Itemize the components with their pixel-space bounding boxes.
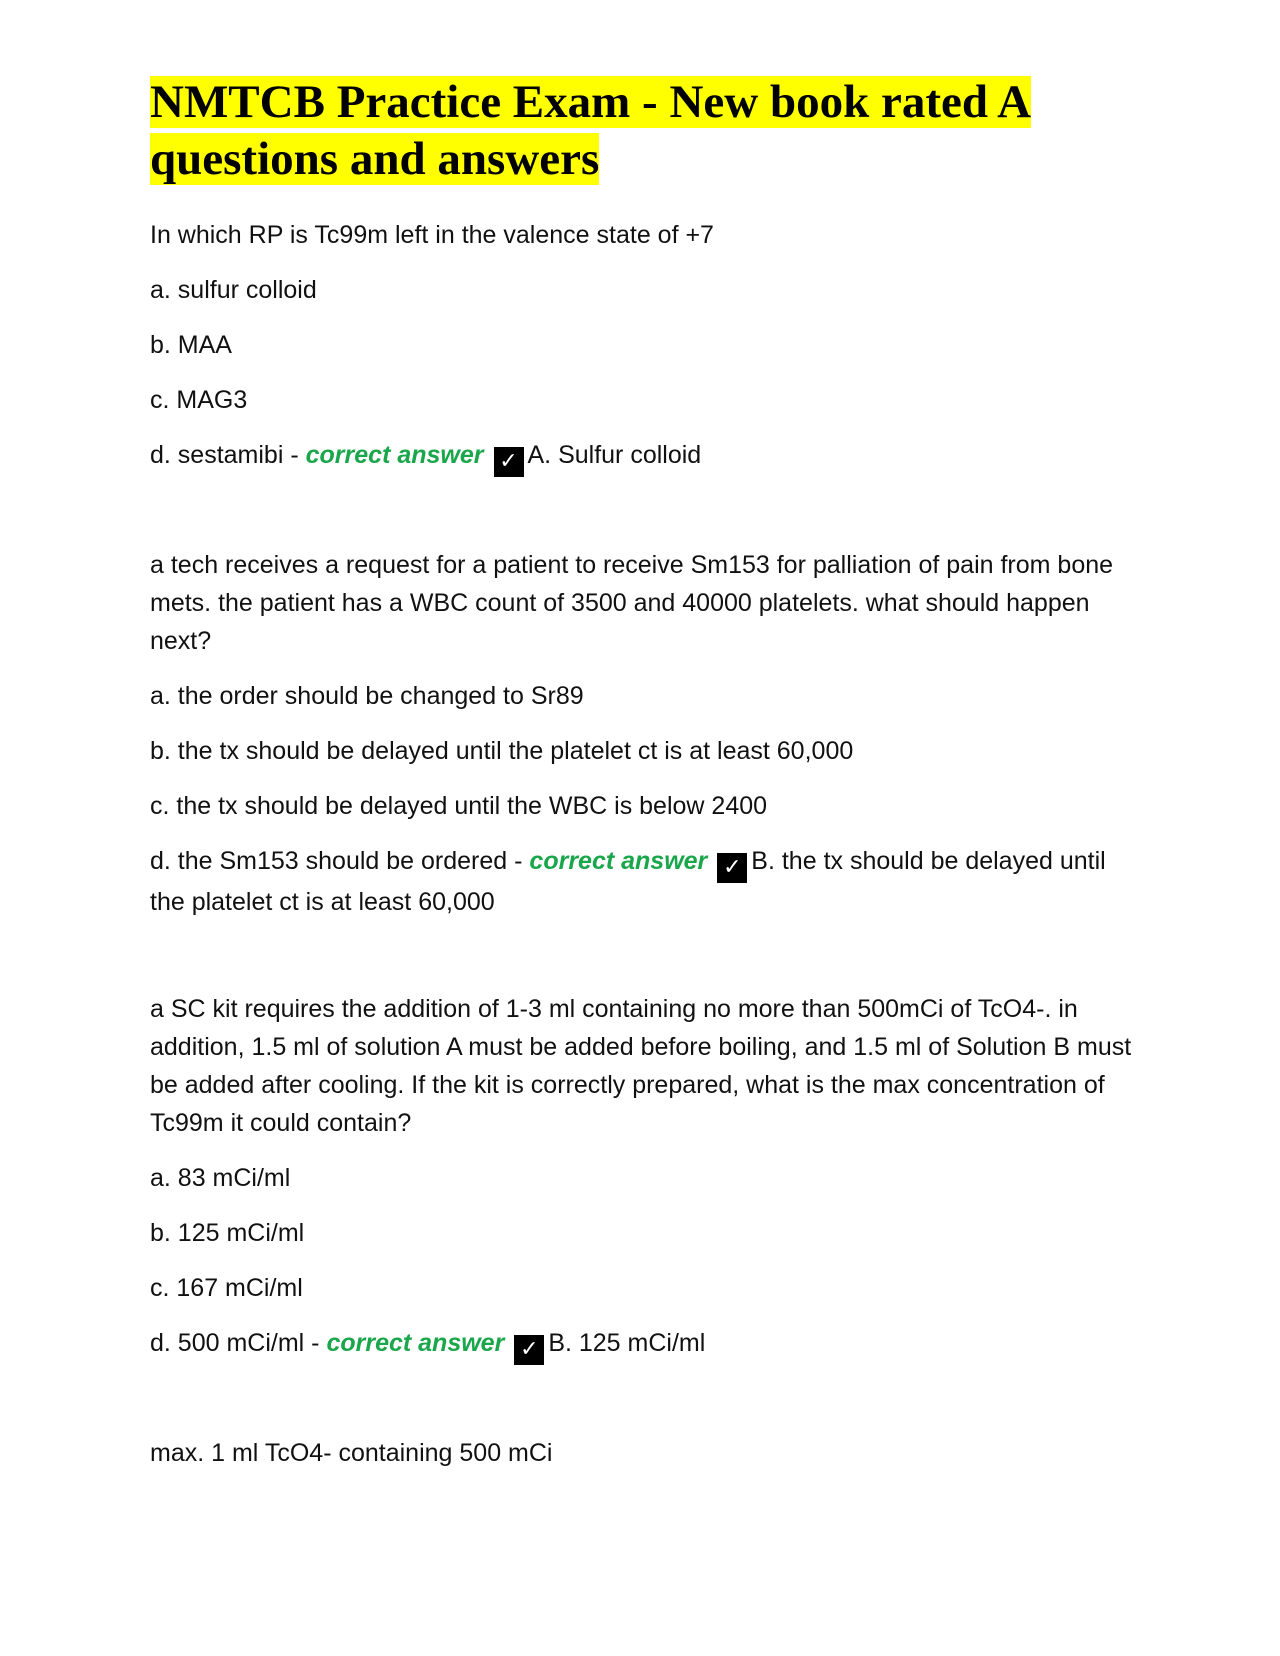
- option-d: d. the Sm153 should be ordered -: [150, 847, 523, 875]
- option-b: b. MAA: [150, 331, 232, 359]
- option-c: c. 167 mCi/ml: [150, 1274, 303, 1302]
- question-stem: In which RP is Tc99m left in the valence state of +7: [150, 221, 714, 249]
- title-line-1: NMTCB Practice Exam - New book rated A: [150, 76, 1032, 128]
- option-d: d. 500 mCi/ml -: [150, 1329, 320, 1357]
- option-d-with-answer: [150, 436, 1140, 477]
- option-a: a. the order should be changed to Sr89: [150, 682, 584, 710]
- correct-answer-label: correct answer: [305, 441, 484, 469]
- checkmark-icon: ✓: [717, 853, 747, 883]
- option-d-with-answer: [150, 842, 1140, 921]
- question-block: [150, 990, 1140, 1472]
- page-title: [150, 74, 1150, 188]
- correct-answer-label: correct answer: [326, 1329, 505, 1357]
- option-a: a. 83 mCi/ml: [150, 1164, 291, 1192]
- option-d-with-answer: [150, 1324, 1140, 1365]
- option-c: c. the tx should be delayed until the WBC is below 2400: [150, 792, 768, 820]
- answer-explanation: max. 1 ml TcO4- containing 500 mCi: [150, 1439, 553, 1467]
- question-stem: a tech receives a request for a patient to receive Sm153 for palliation of pain from bone mets. the patient has a WBC count of 3500 and 40000 platelets. what should happen next?: [150, 551, 1114, 655]
- option-b: b. 125 mCi/ml: [150, 1219, 305, 1247]
- checkmark-icon: ✓: [494, 447, 524, 477]
- answer-text: B. 125 mCi/ml: [548, 1329, 706, 1357]
- option-b: b. the tx should be delayed until the platelet ct is at least 60,000: [150, 737, 854, 765]
- question-block: [150, 546, 1140, 921]
- correct-answer-label: correct answer: [529, 847, 708, 875]
- question-block: [150, 216, 1140, 477]
- answer-text: B. the tx should be delayed until the platelet ct is at least 60,000: [150, 847, 1106, 916]
- checkmark-icon: ✓: [514, 1335, 544, 1365]
- option-d: d. sestamibi -: [150, 441, 299, 469]
- question-list: [150, 216, 1140, 1489]
- option-c: c. MAG3: [150, 386, 248, 414]
- question-stem: a SC kit requires the addition of 1-3 ml containing no more than 500mCi of TcO4-. in addition, 1.5 ml of solution A must be added before boiling, and 1.5 ml of Solution B must be added after cooling. If the kit is correctly prepared, what is the max concentration of Tc99m it could contain?: [150, 995, 1132, 1137]
- option-a: a. sulfur colloid: [150, 276, 317, 304]
- answer-text: A. Sulfur colloid: [527, 441, 702, 469]
- title-line-2: questions and answers: [150, 133, 600, 185]
